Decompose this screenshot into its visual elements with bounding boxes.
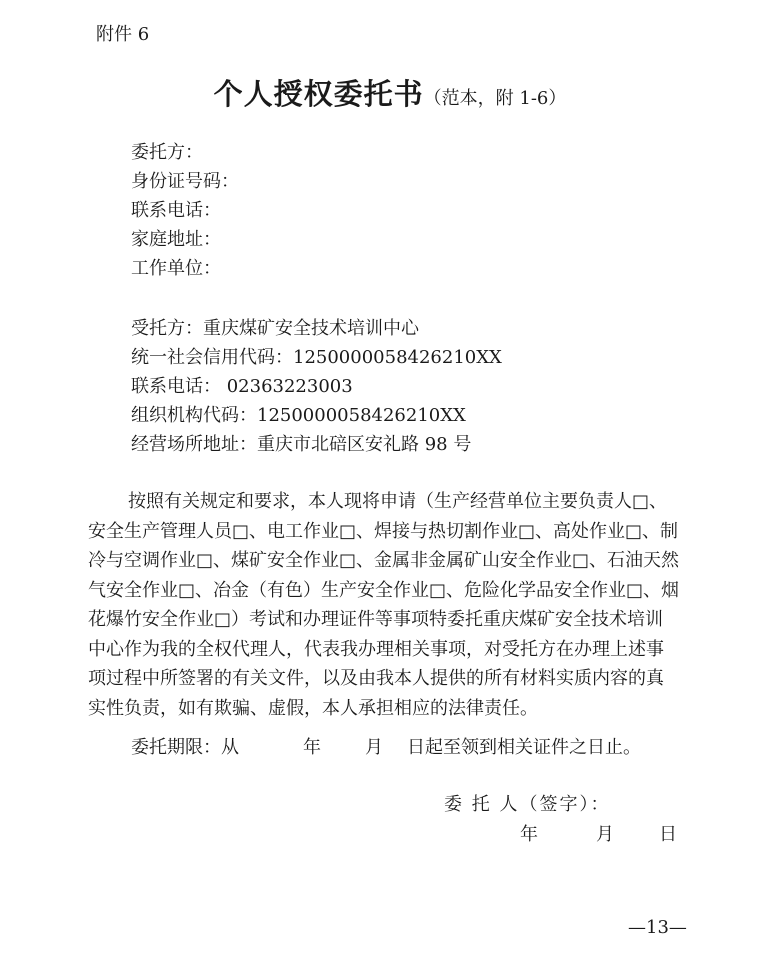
period-month: 月: [365, 737, 383, 758]
title-note: （范本，附 1-6）: [423, 88, 567, 109]
agent-address-field: 经营场所地址：重庆市北碚区安礼路 98 号: [131, 434, 472, 455]
period-prefix: 委托期限：从: [131, 737, 239, 758]
agent-credit-code-field: 统一社会信用代码：1250000058426210XX: [131, 347, 502, 368]
agent-org-code-field: 组织机构代码：1250000058426210XX: [131, 405, 466, 426]
paragraph-line: 中心作为我的全权代理人，代表我办理相关事项，对受托方在办理上述事: [88, 638, 664, 660]
period-year: 年: [303, 737, 321, 758]
page-number: —13—: [628, 917, 687, 938]
signer-label: 委 托 人（签字）：: [444, 794, 611, 815]
paragraph-line: 按照有关规定和要求，本人现将申请（生产经营单位主要负责人□、: [128, 491, 668, 512]
sign-month: 月: [596, 824, 614, 845]
sign-year: 年: [520, 824, 538, 845]
document-title: [0, 72, 780, 113]
paragraph-line: 气安全作业□、冶金（有色）生产安全作业□、危险化学品安全作业□、烟: [88, 579, 680, 601]
paragraph-line: 花爆竹安全作业□）考试和办理证件等事项特委托重庆煤矿安全技术培训: [88, 609, 664, 630]
attachment-label: 附件 6: [96, 24, 150, 45]
principal-employer-field: 工作单位：: [131, 258, 221, 279]
paragraph-line: 安全生产管理人员□、电工作业□、焊接与热切割作业□、高处作业□、制: [88, 520, 679, 542]
title-main: 个人授权委托书: [213, 77, 424, 111]
agent-phone-field: 联系电话： 02363223003: [131, 376, 353, 397]
paragraph-line: 冷与空调作业□、煤矿安全作业□、金属非金属矿山安全作业□、石油天然: [88, 550, 680, 571]
paragraph-line: 项过程中所签署的有关文件，以及由我本人提供的所有材料实质内容的真: [88, 668, 664, 689]
principal-phone-field: 联系电话：: [131, 200, 221, 221]
period-suffix: 日起至领到相关证件之日止。: [407, 737, 641, 758]
authorization-paragraph: [88, 487, 688, 723]
principal-address-field: 家庭地址：: [131, 229, 221, 250]
sign-day: 日: [659, 824, 677, 845]
principal-name-field: 委托方：: [131, 142, 203, 163]
agent-name-field: 受托方：重庆煤矿安全技术培训中心: [131, 318, 419, 339]
paragraph-line: 实性负责，如有欺骗、虚假，本人承担相应的法律责任。: [88, 697, 538, 719]
principal-id-field: 身份证号码：: [131, 171, 239, 192]
